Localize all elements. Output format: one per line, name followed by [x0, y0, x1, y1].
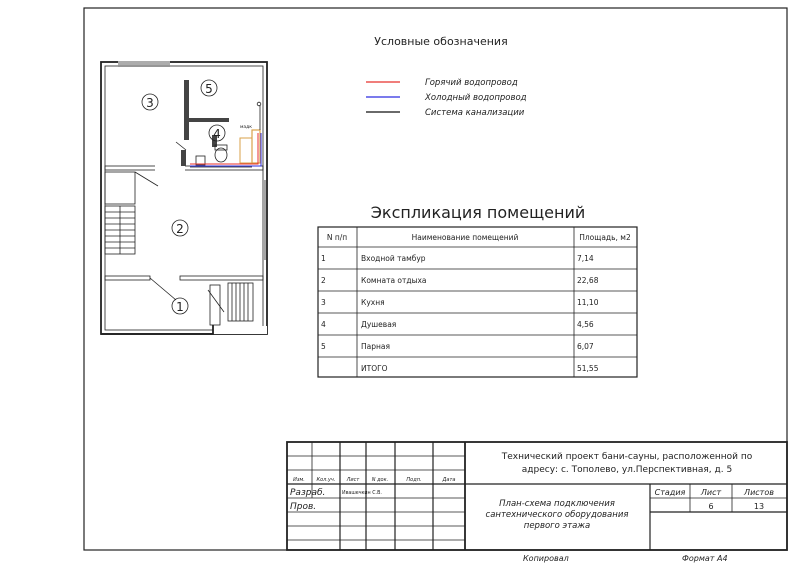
total-label: ИТОГО [361, 364, 388, 373]
stair-landing [105, 172, 135, 204]
sheet-title-line3: первого этажа [523, 521, 591, 531]
row-5-area: 6,07 [577, 342, 594, 351]
copied-caption: Копировал [523, 554, 569, 563]
col-header-name: Наименование помещений [411, 233, 519, 242]
col-kol-uch: Кол.уч. [316, 477, 336, 483]
col-header-area: Площадь, м2 [579, 233, 631, 242]
fixture-label: мадк [240, 125, 252, 130]
floor-plan [101, 62, 267, 334]
razrab-label: Разраб. [290, 488, 326, 498]
legend-cold-water: Холодный водопровод [425, 93, 527, 103]
col-data: Дата [442, 477, 456, 483]
row-4-number: 4 [321, 320, 326, 329]
row-5-number: 5 [321, 342, 326, 351]
row-1-name: Входной тамбур [361, 254, 426, 263]
row-2-number: 2 [321, 276, 326, 285]
format-caption: Формат А4 [682, 554, 728, 563]
row-5-name: Парная [361, 342, 391, 351]
col-izm: Изм. [293, 477, 305, 483]
wall-sauna-shower [189, 118, 229, 122]
prov-label: Пров. [290, 502, 317, 512]
sheet-title-line1: План-схема подключения [499, 499, 615, 509]
col-podp: Подп. [406, 477, 422, 483]
col-n-dok: N док. [371, 477, 389, 483]
legend-hot-water: Горячий водопровод [425, 78, 518, 88]
room-number-2: 2 [176, 222, 184, 236]
legend-title: Условные обозначения [374, 35, 508, 48]
row-3-area: 11,10 [577, 298, 599, 307]
row-1-number: 1 [321, 254, 326, 263]
project-title-line1: Технический проект бани-сауны, расположенной по [501, 452, 753, 462]
project-title-line2: адресу: с. Тополево, ул.Перспективная, д. 5 [521, 465, 733, 475]
sheet-label: Лист [700, 488, 722, 497]
boiler [252, 130, 260, 163]
row-3-number: 3 [321, 298, 326, 307]
row-2-area: 22,68 [577, 276, 599, 285]
sheets-label: Листов [744, 488, 774, 497]
legend-sewer: Система канализации [425, 108, 525, 118]
row-2-name: Комната отдыха [361, 276, 427, 285]
room-number-1: 1 [176, 300, 184, 314]
wall-lower-partition-right [180, 276, 263, 280]
title-block [287, 442, 787, 550]
sheets-value: 13 [753, 502, 765, 511]
legend [366, 35, 527, 118]
wall-kitchen-sauna [184, 80, 189, 140]
row-4-area: 4,56 [577, 320, 594, 329]
col-list: Лист [346, 477, 360, 483]
razrab-name: Ивашечкин С.В. [342, 491, 382, 496]
row-4-name: Душевая [361, 320, 397, 329]
explication-table [318, 203, 637, 377]
stage-label: Стадия [654, 488, 686, 497]
explication-title: Экспликация помещений [370, 203, 586, 222]
row-3-name: Кухня [361, 298, 385, 307]
sheet-value: 6 [708, 502, 714, 511]
room-number-4: 4 [213, 127, 221, 141]
wall-lower-partition-left [105, 276, 150, 280]
col-header-number: N п/п [326, 233, 348, 242]
total-area: 51,55 [577, 364, 599, 373]
sheet-title-line2: сантехнического оборудования [485, 510, 629, 520]
room-number-3: 3 [146, 96, 154, 110]
row-1-area: 7,14 [577, 254, 594, 263]
room-number-5: 5 [205, 82, 213, 96]
